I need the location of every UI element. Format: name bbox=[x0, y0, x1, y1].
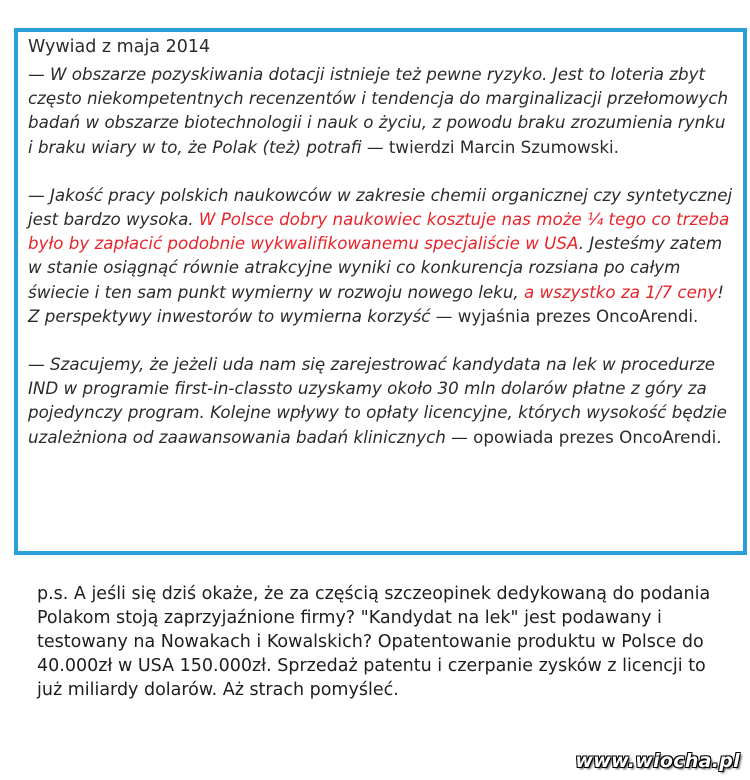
paragraph-costs-part1: — Jakość pracy polskich naukowców w zakresie chemii organicznej czy syntetycznej jest bardzo wysoka. bbox=[28, 184, 733, 230]
postscript-text: p.s. A jeśli się dziś okaże, że za częścią szczeopinek dedykowaną do podania Polakom stoją zaprzyjaźnione firmy? "Kandydat na lek" jest podawany i testowany na Nowakach i Kowalskich? Opatentowanie produktu w Polsce do 40.000zł w USA 150.000zł. Sprzedaż patentu i czerpanie zysków z licencji to już miliardy dolarów. Aż strach pomyśleć. bbox=[37, 584, 711, 700]
paragraph-revenue-attribution: — opowiada prezes OncoArendi. bbox=[445, 426, 722, 447]
paragraph-costs bbox=[28, 183, 733, 328]
paragraph-revenue-text: — Szacujemy, że jeżeli uda nam się zarejestrować kandydata na lek w procedurze IND w programie first-in-classto uzyskamy około 30 mln dolarów płatne z góry za pojedynczy program. Kolejne wpływy to opłaty licencyjne, których wysokość będzie uzależniona od zaawansowania badań klinicznych bbox=[28, 354, 727, 447]
paragraph-spacer bbox=[28, 159, 733, 183]
paragraph-grants-text: — W obszarze pozyskiwania dotacji istnieje też pewne ryzyko. Jest to loteria zbyt często niekompetentnych recenzentów i tendencja do marginalizacji przełomowych badań w obszarze biotechnologii i nauk o życiu, z powodu braku zrozumienia rynku i braku wiary w to, że Polak (też) potrafi bbox=[28, 64, 729, 157]
highlight-cost-quarter: W Polsce dobry naukowiec kosztuje nas może ¼ tego co trzeba było by zapłacić podobnie wykwalifikowanemu specjaliście w USA bbox=[28, 209, 730, 254]
paragraph-revenue bbox=[28, 352, 733, 449]
highlight-one-seventh: a wszystko za 1/7 ceny bbox=[524, 281, 718, 302]
paragraph-grants bbox=[28, 62, 733, 159]
paragraph-costs-part2: . Jesteśmy zatem w stanie osiągnąć równie atrakcyjne wyniki co konkurencja rozsiana po całym świecie i ten sam punkt wymierny w rozwoju nowego leku, bbox=[28, 233, 723, 302]
paragraph-costs-attribution: — wyjaśnia prezes OncoArendi. bbox=[430, 305, 699, 326]
paragraph-spacer bbox=[28, 328, 733, 352]
interview-quote-box bbox=[14, 28, 747, 555]
paragraph-grants-attribution: — twierdzi Marcin Szumowski. bbox=[361, 136, 619, 157]
paragraph-costs-part3: ! Z perspektywy inwestorów to wymierna korzyść bbox=[28, 281, 724, 326]
interview-title: Wywiad z maja 2014 bbox=[28, 37, 211, 57]
watermark-logo: www.wiocha.pl bbox=[575, 750, 740, 772]
